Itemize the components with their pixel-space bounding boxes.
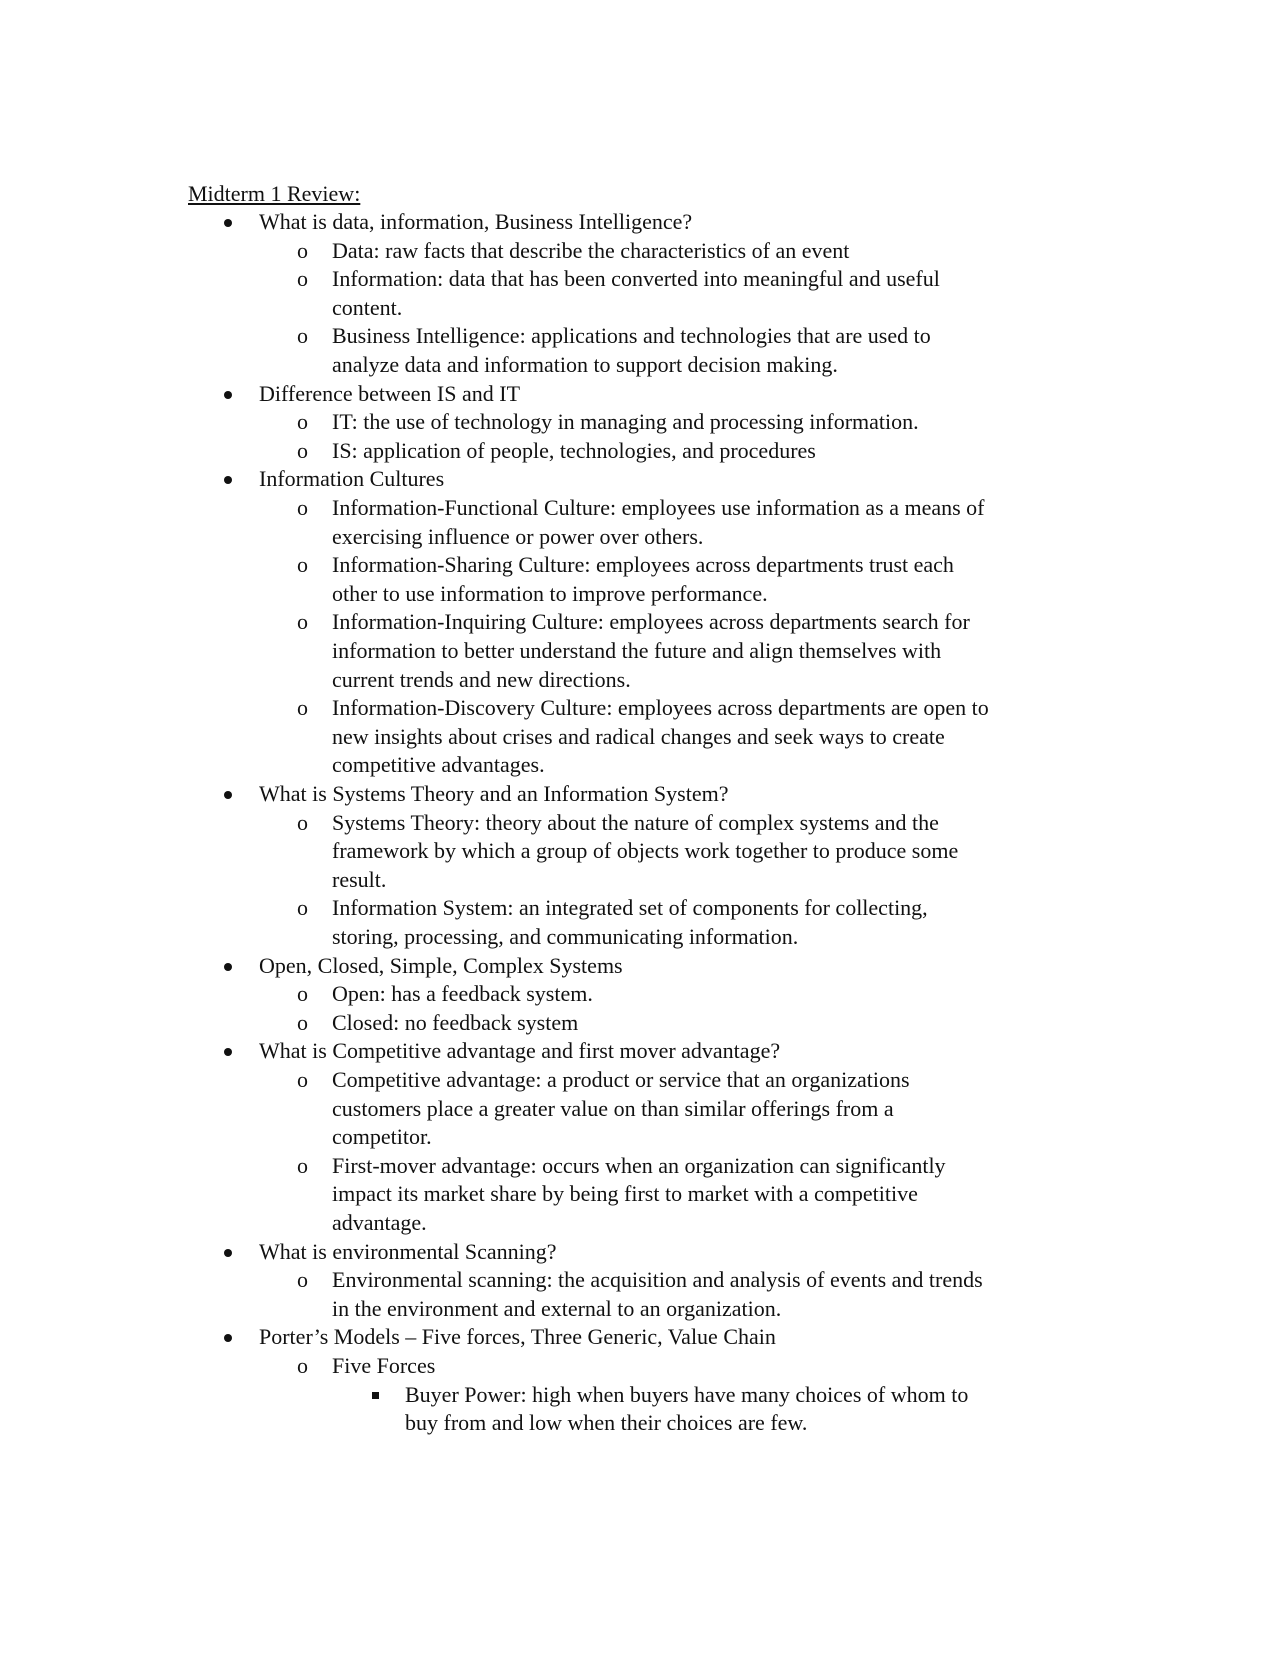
- document-title: Midterm 1 Review:: [188, 181, 361, 206]
- list-item-line: Business Intelligence: applications and technologies that are used to: [332, 323, 931, 349]
- list-item-line: Systems Theory: theory about the nature of complex systems and the: [332, 809, 939, 835]
- list-item-line: Data: raw facts that describe the characteristics of an event: [332, 237, 850, 263]
- bullet-dot-icon: [224, 476, 232, 484]
- list-item-line: First-mover advantage: occurs when an organization can significantly: [332, 1152, 946, 1178]
- list-item-line: result.: [332, 866, 387, 892]
- bullet-dot-icon: [224, 1334, 232, 1342]
- list-item-line: exercising influence or power over others.: [332, 523, 704, 549]
- section-heading: What is Competitive advantage and first mover advantage?: [259, 1038, 781, 1064]
- bullet-dot-icon: [224, 219, 232, 227]
- bullet-circle-icon: o: [297, 1353, 308, 1378]
- sub-item-line: buy from and low when their choices are few.: [405, 1410, 808, 1436]
- list-item-line: customers place a greater value on than similar offerings from a: [332, 1095, 894, 1121]
- section-heading: Open, Closed, Simple, Complex Systems: [259, 952, 623, 978]
- section-heading: What is data, information, Business Intelligence?: [259, 209, 693, 234]
- bullet-circle-icon: o: [297, 981, 308, 1007]
- section-heading: Information Cultures: [259, 466, 445, 492]
- list-item-line: analyze data and information to support decision making.: [332, 352, 838, 377]
- bullet-dot-icon: [224, 963, 232, 971]
- bullet-circle-icon: o: [297, 409, 308, 435]
- bullet-dot-icon: [224, 391, 232, 399]
- list-item-line: current trends and new directions.: [332, 666, 631, 692]
- bullet-circle-icon: o: [297, 237, 308, 263]
- list-item-line: content.: [332, 294, 403, 320]
- bullet-circle-icon: o: [297, 609, 308, 635]
- list-item-line: Closed: no feedback system: [332, 1009, 579, 1035]
- sub-item-line: Buyer Power: high when buyers have many choices of whom to: [405, 1381, 969, 1407]
- list-item-line: Information-Functional Culture: employees use information as a means of: [332, 495, 985, 520]
- bullet-circle-icon: o: [297, 1067, 308, 1092]
- bullet-dot-icon: [224, 1249, 232, 1257]
- list-item-line: Environmental scanning: the acquisition and analysis of events and trends: [332, 1267, 983, 1293]
- list-item-line: advantage.: [332, 1210, 427, 1235]
- list-item-line: Information-Sharing Culture: employees across departments trust each: [332, 552, 954, 578]
- section-heading: What is environmental Scanning?: [259, 1238, 557, 1264]
- bullet-circle-icon: o: [297, 323, 308, 349]
- section-heading: Porter’s Models – Five forces, Three Generic, Value Chain: [259, 1324, 776, 1350]
- list-item-line: Open: has a feedback system.: [332, 981, 593, 1007]
- bullet-circle-icon: o: [297, 552, 308, 578]
- bullet-circle-icon: o: [297, 695, 308, 721]
- bullet-circle-icon: o: [297, 1009, 308, 1035]
- bullet-square-icon: [372, 1392, 379, 1399]
- list-item-line: Five Forces: [332, 1353, 436, 1378]
- list-item-line: storing, processing, and communicating information.: [332, 924, 799, 949]
- list-item-line: in the environment and external to an organization.: [332, 1295, 782, 1321]
- list-item-line: information to better understand the future and align themselves with: [332, 638, 942, 663]
- list-item-line: competitor.: [332, 1124, 432, 1150]
- section-heading: Difference between IS and IT: [259, 380, 521, 406]
- list-item-line: IS: application of people, technologies, and procedures: [332, 437, 816, 463]
- section-heading: What is Systems Theory and an Information System?: [259, 781, 729, 806]
- bullet-circle-icon: o: [297, 495, 308, 520]
- list-item-line: impact its market share by being first to market with a competitive: [332, 1181, 918, 1207]
- bullet-circle-icon: o: [297, 437, 308, 463]
- list-item-line: framework by which a group of objects work together to produce some: [332, 838, 959, 864]
- list-item-line: Information-Discovery Culture: employees across departments are open to: [332, 695, 989, 721]
- bullet-circle-icon: o: [297, 1152, 308, 1178]
- bullet-dot-icon: [224, 1048, 232, 1056]
- list-item-line: Information-Inquiring Culture: employees across departments search for: [332, 609, 970, 635]
- bullet-dot-icon: [224, 791, 232, 799]
- list-item-line: Information: data that has been converted into meaningful and useful: [332, 266, 940, 292]
- bullet-circle-icon: o: [297, 1267, 308, 1293]
- list-item-line: IT: the use of technology in managing and processing information.: [332, 409, 919, 435]
- list-item-line: other to use information to improve performance.: [332, 580, 768, 606]
- list-item-line: competitive advantages.: [332, 752, 545, 778]
- list-item-line: Competitive advantage: a product or service that an organizations: [332, 1067, 910, 1092]
- bullet-circle-icon: o: [297, 895, 308, 921]
- list-item-line: Information System: an integrated set of components for collecting,: [332, 895, 928, 921]
- bullet-circle-icon: o: [297, 809, 308, 835]
- bullet-circle-icon: o: [297, 266, 308, 292]
- list-item-line: new insights about crises and radical changes and seek ways to create: [332, 723, 945, 749]
